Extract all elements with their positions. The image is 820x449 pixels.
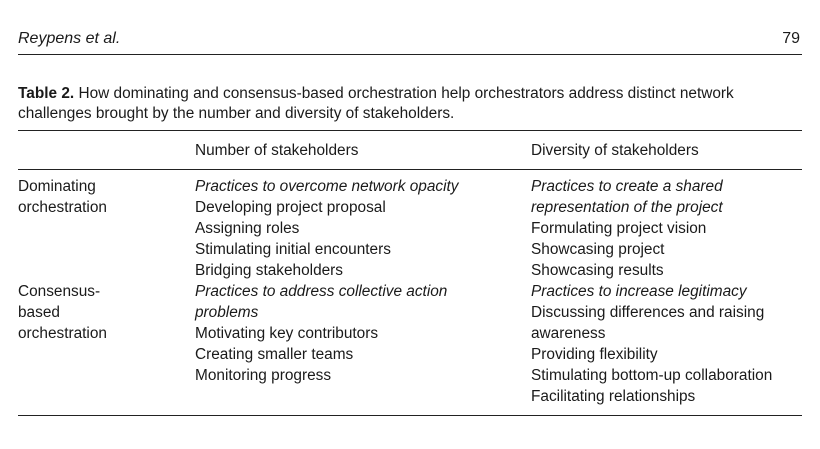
row-label-line: orchestration	[18, 325, 107, 342]
practice-item: Monitoring progress	[195, 367, 332, 384]
practice-item: Creating smaller teams	[195, 346, 354, 363]
cell-consensus-number	[195, 281, 447, 386]
practice-heading: problems	[195, 304, 259, 321]
practice-item: Formulating project vision	[531, 220, 707, 237]
column-header-diversity: Diversity of stakeholders	[531, 142, 699, 159]
row-label-dominating	[18, 176, 107, 218]
practice-item: Motivating key contributors	[195, 325, 379, 342]
table-caption	[18, 84, 808, 124]
practice-item: awareness	[531, 325, 606, 342]
practice-item: Assigning roles	[195, 220, 300, 237]
table-bottom-rule	[18, 415, 802, 416]
practice-item: Showcasing results	[531, 262, 664, 279]
table-header-rule	[18, 169, 802, 170]
practice-item: Stimulating initial encounters	[195, 241, 391, 258]
column-header-number: Number of stakeholders	[195, 142, 359, 159]
practice-heading: representation of the project	[531, 199, 723, 216]
header-rule	[18, 54, 802, 55]
practice-item: Bridging stakeholders	[195, 262, 344, 279]
cell-consensus-diversity	[531, 281, 772, 407]
running-head: Reypens et al.	[18, 30, 121, 47]
page-number: 79	[782, 30, 800, 47]
row-label-line: based	[18, 304, 60, 321]
practice-item: Discussing differences and raising	[531, 304, 765, 321]
row-label-consensus	[18, 281, 107, 344]
practice-item: Facilitating relationships	[531, 388, 696, 405]
practice-heading: Practices to address collective action	[195, 283, 448, 300]
practice-item: Developing project proposal	[195, 199, 386, 216]
row-label-line: Consensus-	[18, 283, 101, 300]
practice-item: Showcasing project	[531, 241, 665, 258]
cell-dominating-diversity	[531, 176, 723, 281]
cell-dominating-number	[195, 176, 458, 281]
row-label-line: Dominating	[18, 178, 96, 195]
practice-heading: Practices to create a shared	[531, 178, 723, 195]
practice-heading: Practices to overcome network opacity	[195, 178, 459, 195]
row-label-line: orchestration	[18, 199, 107, 216]
caption-label: Table 2.	[18, 85, 75, 102]
practice-heading: Practices to increase legitimacy	[531, 283, 747, 300]
practice-item: Providing flexibility	[531, 346, 658, 363]
practice-item: Stimulating bottom-up collaboration	[531, 367, 773, 384]
table-top-rule	[18, 130, 802, 131]
caption-text: How dominating and consensus-based orchestration help orchestrators address distinct network challenges brought by the number and diversity of stakeholders.	[18, 85, 734, 122]
